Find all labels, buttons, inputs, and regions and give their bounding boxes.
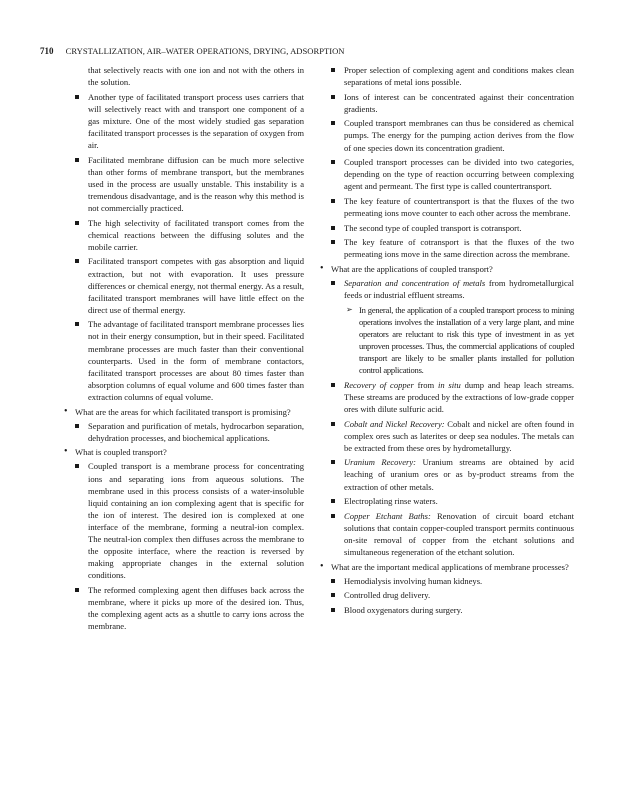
application-cobalt-nickel [318,418,574,454]
question-coupled-transport: • What is coupled transport? [62,446,304,458]
bullet-high-selectivity: The high selectivity of facilitated transport comes from the chemical reactions between the diffusing solutes and the mobile carrier. [62,217,304,253]
running-header [40,46,580,57]
application-electroplating: Electroplating rinse waters. [318,495,574,507]
bullet-promising-areas: Separation and purification of metals, hydrocarbon separation, dehydration processes, and biochemical applications. [62,420,304,444]
bullet-gas-separation: Another type of facilitated transport process uses carriers that will selectively react with and transport one component of a gas mixture. One of the most widely studied gas separation facilitated transport processes is the separation of oxygen from air. [62,91,304,151]
medical-hemodialysis: Hemodialysis involving human kidneys. [318,575,574,587]
bullet-advantage-speed: The advantage of facilitated transport membrane processes lies not in their energy consumption, but in their speed. Facilitated membrane processes are much faster than their conventional counterparts. Used in the form of membrane contactors, facilitated transport processes are about 80 times faster than absorption columns of equal volume and 600 times faster than extraction columns of equal volume. [62,318,304,403]
bullet-countertransport: The key feature of countertransport is that the fluxes of the two permeating ions move counter to each other across the membrane. [318,195,574,219]
question-promising-areas: • What are the areas for which facilitated transport is promising? [62,406,304,418]
left-column [62,64,304,635]
continued-bullet: that selectively reacts with one ion and not with the others in the solution. [88,65,304,88]
application-uranium-text: Uranium streams are obtained by acid leaching of uranium ores or as by-product streams from the extraction of other metals. [344,457,574,492]
question-medical: • What are the important medical applications of membrane processes? [318,561,574,573]
running-title: CRYSTALLIZATION, AIR–WATER OPERATIONS, DRYING, ADSORPTION [65,46,345,56]
sub-bullet-mining: ➢ In general, the application of a coupled transport process to mining operations involves the installation of a very large plant, and mine operators are reluctant to risk this type of investment in as yet unproven processes. Thus, the commercial applications of coupled transport are likely to be smaller plants installed for pollution control applications. [318,304,574,377]
application-copper-text: dump and heap leach streams. These streams are produced by the extractions of low-grade copper ores with dilute sulfuric acid. [344,379,574,414]
application-metals-title: Separation and concentration of metals [344,278,486,288]
application-metals-text: from hydrometallurgical feeds or industrial effluent streams. [344,278,575,301]
bullet-concentration-gradient: Ions of interest can be concentrated against their concentration gradients. [318,91,574,115]
application-etchant [318,510,574,558]
bullet-competes-absorption: Facilitated transport competes with gas absorption and liquid extraction, but not with evaporation. It uses pressure differences or chemical energy, not thermal energy. As a result, facilitated transport membranes will have little effect on the direct use of thermal energy. [62,255,304,315]
bullet-cotransport-feature: The key feature of cotransport is that the fluxes of the two permeating ions move in the same direction across the membrane. [318,236,574,260]
medical-drug-delivery: Controlled drug delivery. [318,589,574,601]
bullet-membrane-instability: Facilitated membrane diffusion can be much more selective than other forms of membrane transport, but the membranes used in the process are usually unstable. This instability is a tremendous disadvantage, and is the reason why this method is not commercially practiced. [62,154,304,214]
page-number: 710 [40,46,54,56]
bullet-chemical-pumps: Coupled transport membranes can thus be considered as chemical pumps. The energy for the pumping action derives from the flow of one species down its concentration gradient. [318,117,574,153]
application-copper [318,379,574,415]
right-column [318,64,574,618]
application-etchant-text: Renovation of circuit board etchant solutions that contain copper-coupled transport permits continuous on-site removal of copper from the etchant solutions and simultaneous regeneration of the etchant solution. [344,510,574,557]
bullet-coupled-definition: Coupled transport is a membrane process for concentrating ions and separating ions from aqueous solutions. The membrane used in this process consists of a water-insoluble liquid containing an ion complexing agent that is specific for the ion of interest. The desired ion is complexed at one interface of the membrane, forming a neutral-ion complex. The neutral-ion complex then diffuses across the membrane to the opposite interface, where the reaction is reversed by making appropriate changes in the external solution conditions. [62,460,304,581]
bullet-cotransport-type: The second type of coupled transport is cotransport. [318,222,574,234]
application-copper-insitu: in situ [437,379,461,390]
application-metals [318,277,574,301]
bullet-reformed-agent: The reformed complexing agent then diffuses back across the membrane, where it picks up more of the desired ion. Thus, the complexing agent acts as a shuttle to carry ions across the membrane. [62,584,304,632]
application-cobalt-title: Cobalt and Nickel Recovery: [344,418,445,429]
medical-blood-oxygenators: Blood oxygenators during surgery. [318,604,574,616]
application-uranium [318,456,574,492]
question-applications: • What are the applications of coupled transport? [318,263,574,275]
bullet-complexing-selection: Proper selection of complexing agent and conditions makes clean separations of metal ions possible. [318,64,574,88]
application-copper-title: Recovery of copper [344,379,414,390]
application-copper-from: from [413,379,438,390]
application-uranium-title: Uranium Recovery: [344,457,416,468]
bullet-two-categories: Coupled transport processes can be divided into two categories, depending on the type of reaction occurring between complexing agent and permeant. The first type is called countertransport. [318,156,574,192]
application-etchant-title: Copper Etchant Baths: [344,510,431,521]
application-cobalt-text: Cobalt and nickel are often found in complex ores such as laterites or deep sea nodules. The metals can be extracted from these ores by hydrometallurgy. [344,418,574,453]
